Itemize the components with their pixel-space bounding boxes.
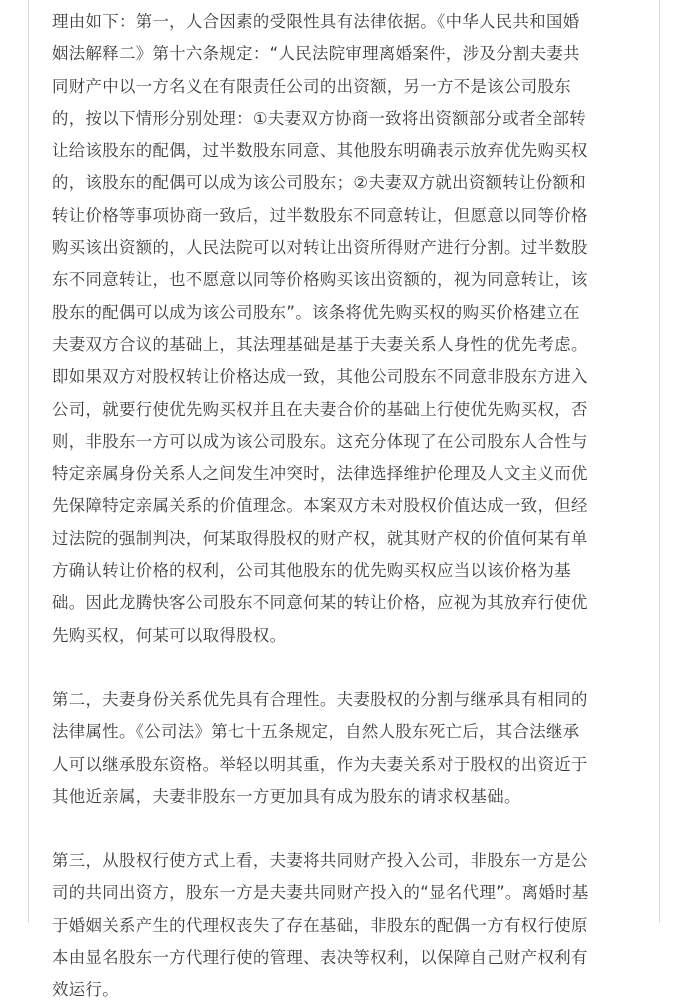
text-line: 则，非股东一方可以成为该公司股东。这充分体现了在公司股东人合性与 [52, 431, 588, 451]
text-line: 特定亲属身份关系人之间发生冲突时，法律选择维护伦理及人文主义而优 [52, 464, 588, 484]
text-line: 转让价格等事项协商一致后，过半数股东不同意转让，但愿意以同等价格 [52, 205, 588, 225]
text-line: 先购买权，何某可以取得股权。 [52, 625, 287, 645]
paragraph-reason-third [52, 845, 642, 1006]
document-body [52, 6, 642, 1007]
text-line: 的，按以下情形分别处理：①夫妻双方协商一致将出资额部分或者全部转 [52, 108, 587, 128]
text-line: 股东的配偶可以成为该公司股东”。该条将优先购买权的购买价格建立在 [52, 302, 580, 322]
text-line: 人可以继承股东资格。举轻以明其重，作为夫妻关系对于股权的出资近于 [52, 754, 588, 774]
text-line: 础。因此龙腾快客公司股东不同意何某的转让价格，应视为其放弃行使优 [52, 593, 588, 613]
text-line: 夫妻双方合议的基础上，其法理基础是基于夫妻关系人身性的优先考虑。 [52, 334, 588, 354]
text-line: 同财产中以一方名义在有限责任公司的出资额，另一方不是该公司股东 [52, 76, 571, 96]
paragraph-reason-first [52, 6, 642, 652]
text-line: 过法院的强制判决，何某取得股权的财产权，就其财产权的价值何某有单 [52, 528, 588, 548]
text-line: 其他近亲属，夫妻非股东一方更加具有成为股东的请求权基础。 [52, 786, 521, 806]
text-line: 的，该股东的配偶可以成为该公司股东；②夫妻双方就出资额转让份额和 [52, 173, 587, 193]
text-line: 购买该出资额的，人民法院可以对转让出资所得财产进行分割。过半数股 [52, 238, 588, 258]
text-line: 东不同意转让，也不愿意以同等价格购买该出资额的，视为同意转让，该 [52, 270, 588, 290]
text-line: 法律属性。《公司法》第七十五条规定，自然人股东死亡后，其合法继承 [52, 722, 580, 742]
text-line: 姻法解释二》第十六条规定：“人民法院审理离婚案件，涉及分割夫妻共 [52, 44, 580, 64]
text-line: 第二，夫妻身份关系优先具有合理性。夫妻股权的分割与继承具有相同的 [52, 689, 588, 709]
text-line: 即如果双方对股权转让价格达成一致，其他公司股东不同意非股东方进入 [52, 367, 588, 387]
text-line: 让给该股东的配偶，过半数股东同意、其他股东明确表示放弃优先购买权 [52, 141, 588, 161]
text-line: 于婚姻关系产生的代理权丧失了存在基础，非股东的配偶一方有权行使原 [52, 915, 588, 935]
text-line: 方确认转让价格的权利，公司其他股东的优先购买权应当以该价格为基 [52, 561, 571, 581]
text-line: 理由如下：第一，人合因素的受限性具有法律依据。《中华人民共和国婚 [52, 12, 580, 31]
text-line: 司的共同出资方，股东一方是夫妻共同财产投入的“显名代理”。离婚时基 [52, 883, 589, 903]
paragraph-reason-second [52, 684, 642, 813]
text-line: 公司，就要行使优先购买权并且在夫妻合价的基础上行使优先购买权，否 [52, 399, 588, 419]
text-line: 先保障特定亲属关系的价值理念。本案双方未对股权价值达成一致，但经 [52, 496, 588, 516]
text-line: 效运行。 [52, 980, 119, 1000]
text-line: 第三，从股权行使方式上看，夫妻将共同财产投入公司，非股东一方是公 [52, 851, 588, 871]
text-line: 本由显名股东一方代理行使的管理、表决等权利，以保障自己财产权利有 [52, 948, 588, 968]
